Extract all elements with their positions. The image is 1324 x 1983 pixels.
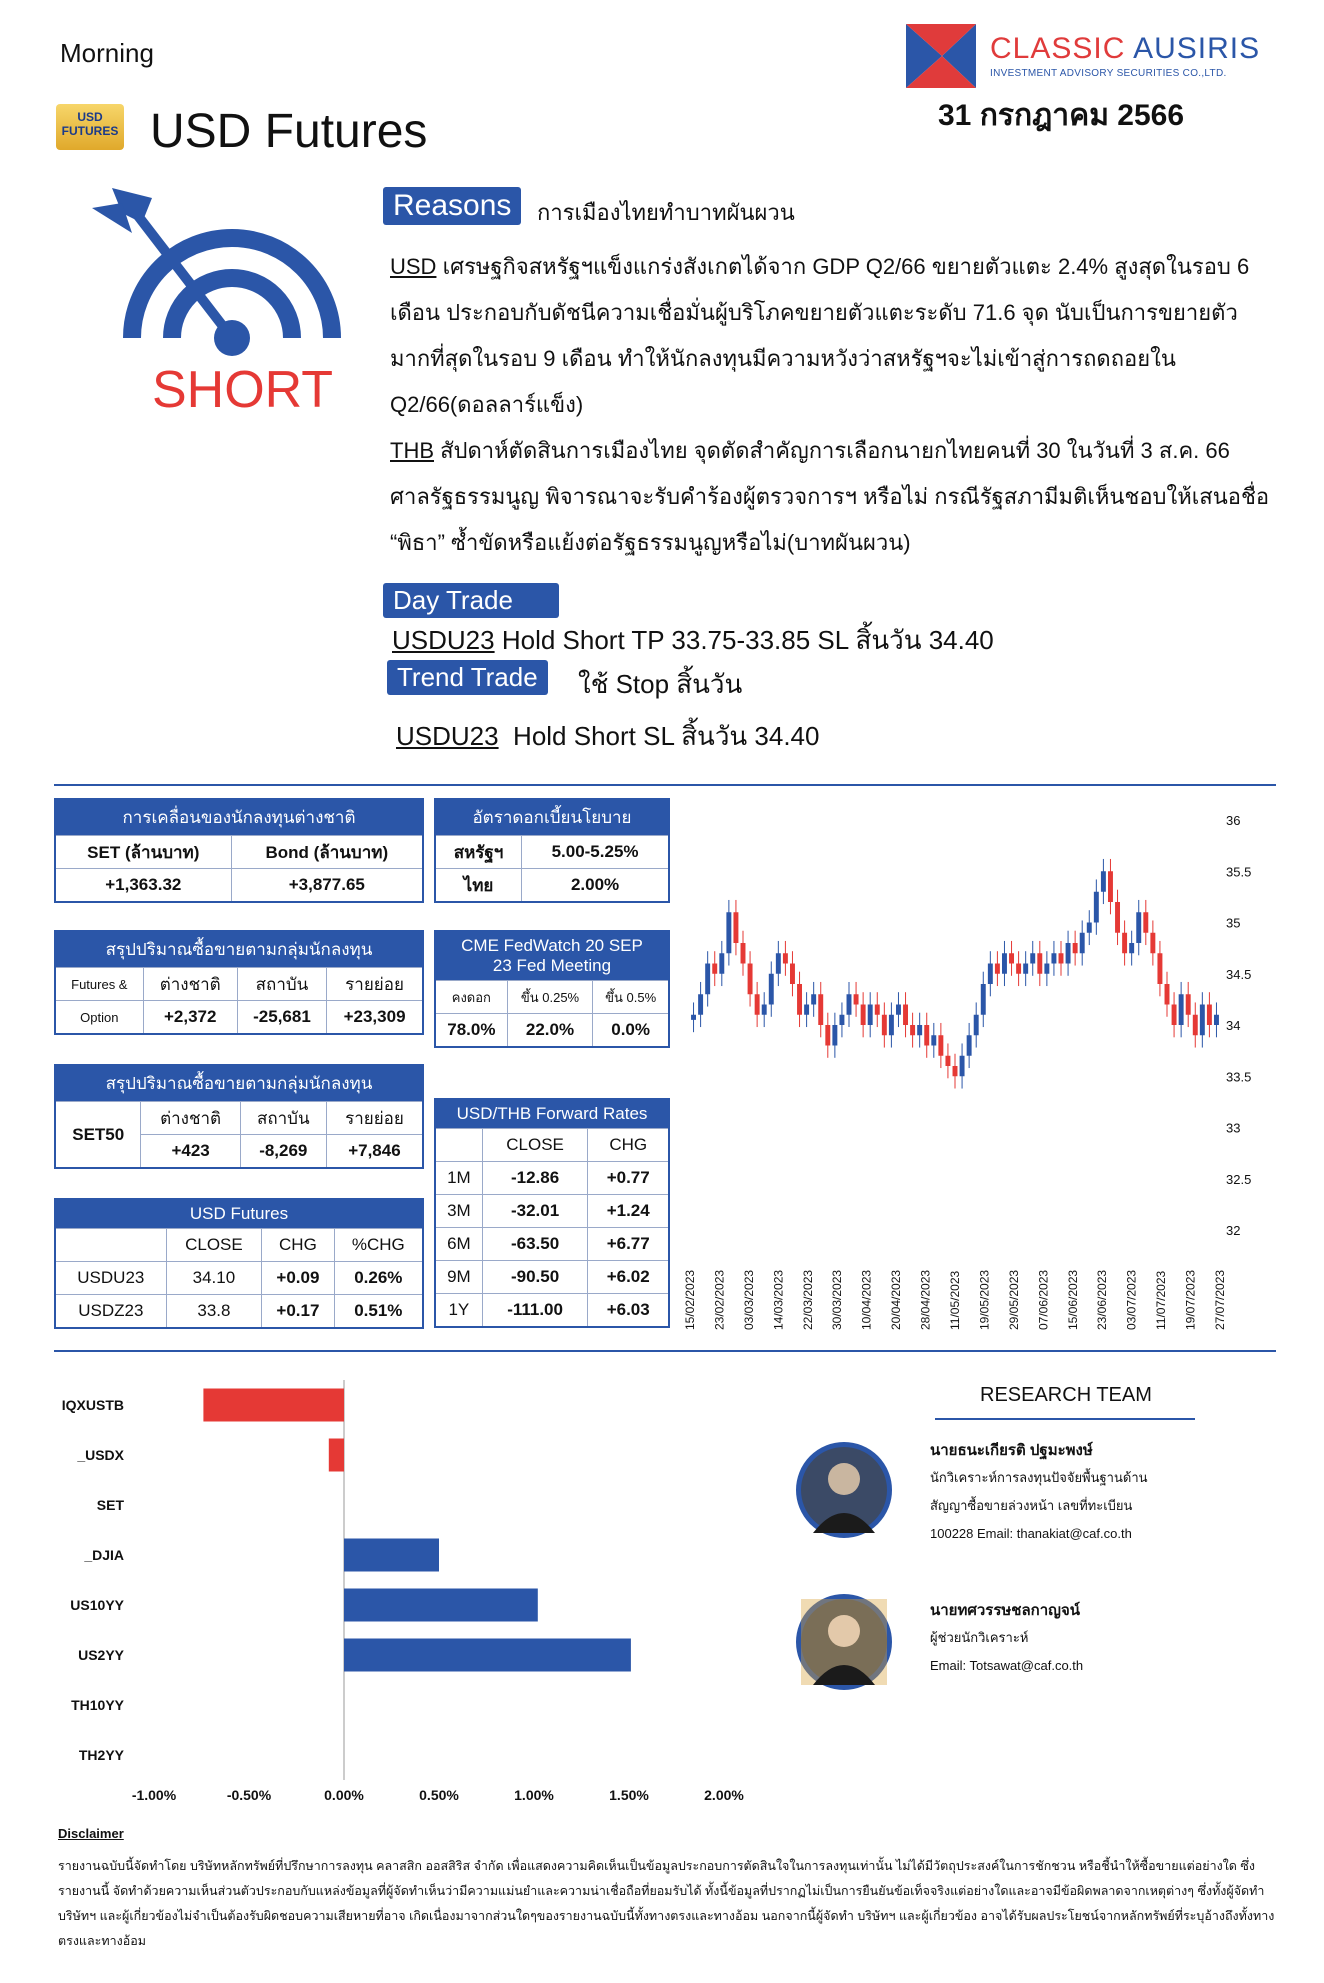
candle-body bbox=[1030, 953, 1035, 963]
x-tick-label: 27/07/2023 bbox=[1213, 1269, 1227, 1330]
candle-body bbox=[945, 1056, 950, 1066]
candle-body bbox=[825, 1025, 830, 1046]
x-tick-label: 15/06/2023 bbox=[1065, 1269, 1080, 1330]
x-tick-label: 15/02/2023 bbox=[683, 1269, 697, 1330]
report-date: 31 กรกฎาคม 2566 bbox=[938, 99, 1185, 132]
bar bbox=[344, 1589, 538, 1622]
candle-body bbox=[882, 1015, 887, 1036]
forward-rates-table: USD/THB Forward Rates CLOSE CHG 1M -12.86 +0.77 3M -32.01 +1.24 6M -63.50 +6.77 9M -90.50 +6.02 1Y -111.00 +6.03 bbox=[434, 1098, 670, 1328]
trend-trade-note: ใช้ Stop สิ้นวัน bbox=[578, 669, 743, 699]
candle-body bbox=[903, 1005, 908, 1026]
divider-mid bbox=[54, 1350, 1276, 1352]
candle-body bbox=[1165, 984, 1170, 1005]
usd-futures-table: USD Futures CLOSE CHG %CHG USDU23 34.10 +0.09 0.26% USDZ23 33.8 +0.17 0.51% bbox=[54, 1198, 424, 1329]
futures-investor-table: สรุปปริมาณซื้อขายตามกลุ่มนักลงทุน Futures & ต่างชาติ สถาบัน รายย่อย Option +2,372 -25,681 +23,309 bbox=[54, 930, 424, 1035]
divider-top bbox=[54, 784, 1276, 786]
candle-body bbox=[762, 1005, 767, 1015]
research-title-underline bbox=[935, 1418, 1195, 1420]
brand-subtitle: INVESTMENT ADVISORY SECURITIES CO.,LTD. bbox=[990, 68, 1227, 79]
analyst-2-name: นายทศวรรษชลกาญจน์ bbox=[930, 1602, 1080, 1619]
analyst-1-details: นักวิเคราะห์การลงทุนปัจจัยพื้นฐานด้าน สัญญาซื้อขายล่วงหน้า เลขที่ทะเบียน 100228 Email: thanakiat@caf.co.th bbox=[930, 1470, 1148, 1541]
set50-investor-table: สรุปปริมาณซื้อขายตามกลุ่มนักลงทุน SET50 ต่างชาติ สถาบัน รายย่อย +423 -8,269 +7,846 bbox=[54, 1064, 424, 1169]
company-logo bbox=[906, 24, 976, 88]
candle-body bbox=[1080, 933, 1085, 954]
x-tick-label: 19/05/2023 bbox=[977, 1269, 992, 1330]
candle-body bbox=[1200, 1005, 1205, 1036]
candle-body bbox=[995, 964, 1000, 974]
bar-label: IQXUSTB bbox=[61, 1397, 124, 1413]
candle-body bbox=[804, 1005, 809, 1015]
usd-futures-candlestick-chart bbox=[680, 800, 1276, 1340]
x-tick-label: 1.50% bbox=[609, 1787, 649, 1803]
table-row: 6M -63.50 +6.77 bbox=[435, 1228, 669, 1261]
table-row: USDZ23 33.8 +0.17 0.51% bbox=[55, 1295, 423, 1329]
candle-body bbox=[769, 974, 774, 1005]
candle-body bbox=[1150, 933, 1155, 954]
x-tick-label: 20/04/2023 bbox=[889, 1269, 904, 1330]
candle-body bbox=[733, 912, 738, 943]
candle-body bbox=[1179, 994, 1184, 1025]
candle-body bbox=[1002, 953, 1007, 974]
research-team-title: RESEARCH TEAM bbox=[980, 1384, 1152, 1406]
candle-body bbox=[818, 994, 823, 1025]
x-tick-label: 22/03/2023 bbox=[800, 1269, 815, 1330]
bar bbox=[203, 1389, 344, 1422]
x-tick-label: 11/07/2023 bbox=[1154, 1270, 1169, 1330]
candle-body bbox=[861, 1005, 866, 1026]
candle-body bbox=[931, 1035, 936, 1045]
candle-body bbox=[726, 912, 731, 953]
candle-body bbox=[1023, 964, 1028, 974]
x-tick-label: 2.00% bbox=[704, 1787, 744, 1803]
candle-body bbox=[797, 984, 802, 1015]
analyst-1-name: นายธนะเกียรติ ปฐมะพงษ์ bbox=[930, 1442, 1093, 1459]
table-row: 1Y -111.00 +6.03 bbox=[435, 1294, 669, 1328]
thb-paragraph: THB สัปดาห์ตัดสินการเมืองไทย จุดตัดสำคัญการเลือกนายกไทยคนที่ 30 ในวันที่ 3 ส.ค. 66 ศาลรัฐธรรมนูญ พิจารณาจะรับคำร้องผู้ตรวจการฯ หรือไม่ กรณีรัฐสภามีมติเห็นชอบให้เสนอชื่อ “พิธา” ซ้ำขัดหรือแย้งต่อรัฐธรรมนูญหรือไม่(บาทผันผวน) bbox=[390, 438, 1270, 555]
candle-body bbox=[1094, 892, 1099, 923]
candle-body bbox=[691, 1015, 696, 1020]
y-tick-label: 35 bbox=[1226, 915, 1241, 931]
candle-body bbox=[776, 953, 781, 974]
candle-body bbox=[960, 1056, 965, 1077]
candle-body bbox=[1016, 964, 1021, 974]
y-tick-label: 32 bbox=[1226, 1223, 1241, 1238]
candle-body bbox=[705, 964, 710, 995]
y-tick-label: 33 bbox=[1226, 1120, 1241, 1136]
brand-name: CLASSIC AUSIRIS bbox=[990, 32, 1261, 65]
candle-body bbox=[698, 994, 703, 1015]
candle-body bbox=[783, 953, 788, 963]
candle-body bbox=[974, 1015, 979, 1036]
candle-body bbox=[741, 943, 746, 964]
candle-body bbox=[875, 1005, 880, 1015]
x-tick-label: -1.00% bbox=[131, 1787, 177, 1803]
candle-body bbox=[839, 1015, 844, 1025]
x-tick-label: 03/07/2023 bbox=[1124, 1269, 1139, 1330]
candle-body bbox=[889, 1015, 894, 1036]
candle-body bbox=[1143, 912, 1148, 933]
bar bbox=[344, 1639, 631, 1672]
x-tick-label: -0.50% bbox=[226, 1787, 272, 1803]
candle-body bbox=[967, 1035, 972, 1056]
day-trade-line: USDU23 Hold Short TP 33.75-33.85 SL สิ้นวัน 34.40 bbox=[392, 625, 994, 655]
candle-body bbox=[938, 1035, 943, 1056]
signal-label: SHORT bbox=[152, 361, 334, 419]
reasons-tag: Reasons bbox=[383, 187, 521, 225]
x-tick-label: 28/04/2023 bbox=[918, 1269, 933, 1330]
candle-body bbox=[1207, 1005, 1212, 1026]
table-row: USDU23 34.10 +0.09 0.26% bbox=[55, 1262, 423, 1295]
candle-body bbox=[1115, 902, 1120, 933]
candle-body bbox=[910, 1025, 915, 1035]
candle-body bbox=[790, 964, 795, 985]
y-tick-label: 33.5 bbox=[1226, 1069, 1252, 1085]
candle-body bbox=[719, 953, 724, 974]
candle-body bbox=[1073, 943, 1078, 953]
x-tick-label: 23/06/2023 bbox=[1095, 1269, 1110, 1330]
candle-body bbox=[1186, 994, 1191, 1015]
candle-body bbox=[811, 994, 816, 1004]
reasons-headline: การเมืองไทยทำบาทผันผวน bbox=[537, 200, 795, 225]
table-row: 3M -32.01 +1.24 bbox=[435, 1195, 669, 1228]
candle-body bbox=[1129, 943, 1134, 953]
x-tick-label: 03/03/2023 bbox=[741, 1269, 756, 1330]
candle-body bbox=[748, 964, 753, 995]
analyst-2-details: ผู้ช่วยนักวิเคราะห์ Email: Totsawat@caf.co.th bbox=[930, 1630, 1084, 1673]
x-tick-label: 29/05/2023 bbox=[1006, 1269, 1021, 1330]
bar bbox=[344, 1539, 439, 1572]
bar-label: TH10YY bbox=[71, 1697, 124, 1713]
x-tick-label: 23/02/2023 bbox=[712, 1269, 727, 1330]
x-tick-label: 14/03/2023 bbox=[771, 1269, 786, 1330]
disclaimer-title: Disclaimer bbox=[58, 1826, 124, 1841]
candle-body bbox=[847, 994, 852, 1015]
x-tick-label: 07/06/2023 bbox=[1036, 1269, 1051, 1330]
person-icon bbox=[801, 1447, 887, 1533]
candle-body bbox=[1044, 964, 1049, 974]
bar-label: _USDX bbox=[77, 1447, 124, 1463]
trend-trade-line: USDU23 Hold Short SL สิ้นวัน 34.40 bbox=[396, 721, 820, 751]
y-tick-label: 34.5 bbox=[1226, 966, 1252, 982]
candle-body bbox=[1122, 933, 1127, 954]
policy-rate-table: อัตราดอกเบี้ยนโยบาย สหรัฐฯ 5.00-5.25% ไทย 2.00% bbox=[434, 798, 670, 903]
foreign-flow-table: การเคลื่อนของนักลงทุนต่างชาติ SET (ล้านบาท) Bond (ล้านบาท) +1,363.32 +3,877.65 bbox=[54, 798, 424, 903]
y-tick-label: 34 bbox=[1226, 1018, 1241, 1033]
candle-body bbox=[712, 964, 717, 974]
y-tick-label: 35.5 bbox=[1226, 864, 1252, 880]
session-label: Morning bbox=[60, 38, 154, 68]
candle-body bbox=[1108, 871, 1113, 902]
market-change-bar-chart bbox=[54, 1370, 774, 1810]
candle-body bbox=[868, 1005, 873, 1026]
x-tick-label: 19/07/2023 bbox=[1183, 1269, 1198, 1330]
trend-trade-tag: Trend Trade bbox=[387, 660, 548, 695]
bar bbox=[329, 1439, 344, 1472]
candle-body bbox=[981, 984, 986, 1015]
candle-body bbox=[896, 1005, 901, 1015]
bar-label: _DJIA bbox=[84, 1547, 124, 1563]
candle-body bbox=[917, 1025, 922, 1035]
usd-paragraph: USD เศรษฐกิจสหรัฐฯแข็งแกร่งสังเกตได้จาก GDP Q2/66 ขยายตัวแตะ 2.4% สูงสุดในรอบ 6 เดือน ประกอบกับดัชนีความเชื่อมั่นผู้บริโภคขยายตัวแตะระดับ 71.6 จุด นับเป็นการขยายตัวมากที่สุดในรอบ 9 เดือน ทำให้นักลงทุนมีความหวังว่าสหรัฐฯจะไม่เข้าสู่การถดถอยใน Q2/66(ดอลลาร์แข็ง) bbox=[390, 254, 1250, 417]
usd-futures-badge: USD FUTURES bbox=[56, 104, 124, 150]
candle-body bbox=[1214, 1015, 1219, 1025]
bar-label: TH2YY bbox=[78, 1747, 124, 1763]
bar-label: SET bbox=[96, 1497, 124, 1513]
candle-body bbox=[1136, 912, 1141, 943]
day-trade-tag: Day Trade bbox=[383, 583, 559, 618]
reasons-body bbox=[390, 244, 1270, 566]
candle-body bbox=[953, 1066, 958, 1076]
avatar bbox=[796, 1594, 892, 1690]
x-tick-label: 30/03/2023 bbox=[830, 1269, 845, 1330]
candle-body bbox=[755, 994, 760, 1015]
x-tick-label: 1.00% bbox=[514, 1787, 554, 1803]
avatar bbox=[796, 1442, 892, 1538]
disclaimer-text: รายงานฉบับนี้จัดทำโดย บริษัทหลักทรัพย์ที่ปรึกษาการลงทุน คลาสสิก ออสสิริส จำกัด เพื่อแสดงความคิดเห็นเป็นข้อมูลประกอบการตัดสินใจในการลงทุนเท่านั้น ไม่ได้มีวัตถุประสงค์ในการชักชวน หรือชี้นำให้ซื้อขายแต่อย่างใด ซึ่งรายงานนี้ จัดทำด้วยความเห็นส่วนตัวประกอบกับแหล่งข้อมูลที่ผู้จัดทำเห็นว่ามีความแม่นยำและความน่าเชื่อถือที่ยอมรับได้ ทั้งนี้ข้อมูลที่ปรากฏไม่เป็นการยืนยันข้อเท็จจริงแต่อย่างใดและอาจมีข้อผิดพลาดจากเหตุต่างๆ ซึ่งทั้งผู้จัดทำ บริษัทฯ และผู้เกี่ยวข้องไม่จำเป็นต้องรับผิดชอบความเสียหายที่อาจ เกิดเนื่องมาจากส่วนใดๆของรายงานฉบับนี้ทั้งทางตรงและทางอ้อม นอกจากนี้ผู้จัดทำ บริษัทฯ และผู้เกี่ยวข้อง อาจได้รับผลประโยชน์จากหลักทรัพย์ที่ระบุอ้างถึงทั้งทางตรงและทางอ้อม bbox=[58, 1859, 1275, 1948]
candle-body bbox=[1087, 923, 1092, 933]
y-tick-label: 36 bbox=[1226, 813, 1241, 828]
page-title: USD Futures bbox=[150, 105, 428, 158]
candle-body bbox=[924, 1025, 929, 1046]
candle-body bbox=[1157, 953, 1162, 984]
table-row: 9M -90.50 +6.02 bbox=[435, 1261, 669, 1294]
candle-body bbox=[1037, 953, 1042, 974]
x-tick-label: 0.00% bbox=[324, 1787, 364, 1803]
x-tick-label: 10/04/2023 bbox=[859, 1269, 874, 1330]
candle-body bbox=[1009, 953, 1014, 963]
x-tick-label: 11/05/2023 bbox=[948, 1270, 962, 1330]
bar-label: US2YY bbox=[78, 1647, 124, 1663]
candle-body bbox=[1051, 953, 1056, 963]
y-tick-label: 32.5 bbox=[1226, 1171, 1252, 1187]
fedwatch-table: CME FedWatch 20 SEP 23 Fed Meeting คงดอก ขึ้น 0.25% ขึ้น 0.5% 78.0% 22.0% 0.0% bbox=[434, 930, 670, 1048]
candle-body bbox=[854, 994, 859, 1004]
table-row: 1M -12.86 +0.77 bbox=[435, 1162, 669, 1195]
candle-body bbox=[988, 964, 993, 985]
candle-body bbox=[1172, 1005, 1177, 1026]
x-tick-label: 0.50% bbox=[419, 1787, 459, 1803]
person-icon bbox=[801, 1599, 887, 1685]
candle-body bbox=[1101, 871, 1106, 892]
candle-body bbox=[1059, 953, 1064, 963]
bar-label: US10YY bbox=[70, 1597, 124, 1613]
candle-body bbox=[1066, 943, 1071, 964]
candle-body bbox=[832, 1025, 837, 1046]
candle-body bbox=[1193, 1015, 1198, 1036]
target-icon bbox=[92, 168, 342, 358]
